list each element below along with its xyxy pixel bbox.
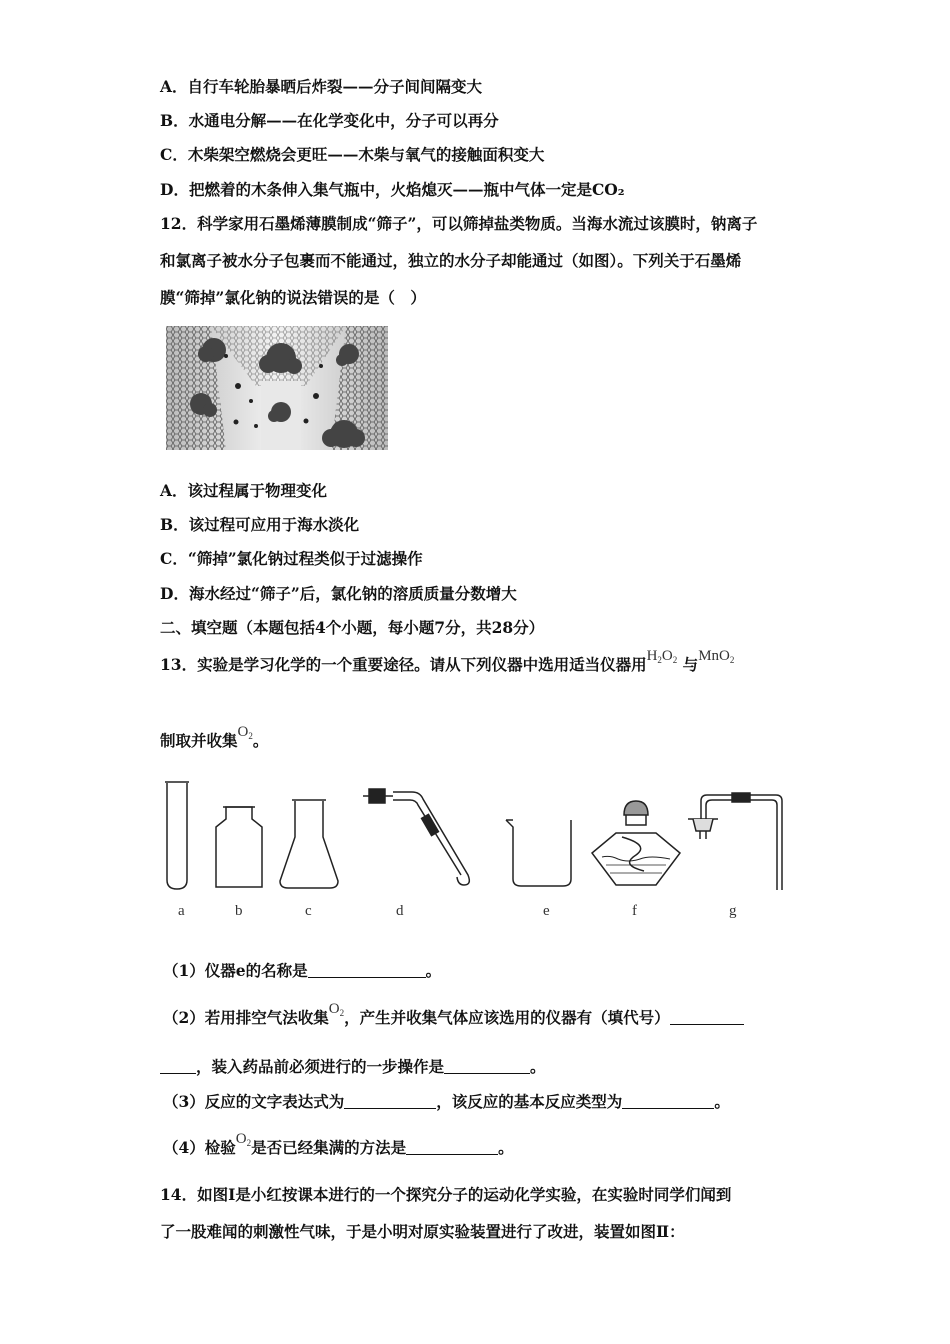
conical-flask-icon bbox=[280, 800, 338, 888]
answer-blank[interactable] bbox=[444, 1059, 530, 1074]
answer-blank[interactable] bbox=[406, 1140, 498, 1155]
q12-option-d: D．海水经过“筛子”后，氯化钠的溶质质量分数增大 bbox=[160, 584, 517, 603]
beaker-icon bbox=[506, 820, 571, 886]
graphene-filter-image bbox=[166, 326, 388, 450]
q13-part2-cont: ，装入药品前必须进行的一步操作是 。 bbox=[160, 1057, 546, 1077]
stopper-tube-icon bbox=[363, 789, 469, 885]
q11-option-a: A．自行车轮胎暴晒后炸裂——分子间间隔变大 bbox=[160, 77, 483, 96]
q11-option-b: B．水通电分解——在化学变化中，分子可以再分 bbox=[160, 111, 499, 130]
formula-h2o2: $H_2O_2$ bbox=[646, 648, 678, 665]
alcohol-lamp-icon bbox=[592, 801, 680, 885]
answer-blank[interactable] bbox=[670, 1010, 744, 1025]
q12-option-b: B．该过程可应用于海水淡化 bbox=[160, 515, 360, 534]
q11-option-c: C．木柴架空燃烧会更旺——木柴与氧气的接触面积变大 bbox=[160, 145, 545, 164]
formula-o2: $O_2$ bbox=[235, 1131, 252, 1148]
q13-intro2: 制取并收集$O_2$。 bbox=[160, 724, 269, 750]
answer-blank[interactable] bbox=[622, 1094, 714, 1109]
q11-option-d: D．把燃着的木条伸入集气瓶中，火焰熄灭——瓶中气体一定是CO₂ bbox=[160, 180, 625, 199]
q12-option-c: C．“筛掉”氯化钠过程类似于过滤操作 bbox=[160, 549, 423, 568]
q14-stem-line1: 14．如图Ⅰ是小红按课本进行的一个探究分子的运动化学实验，在实验时同学们闻到 bbox=[160, 1185, 732, 1204]
apparatus-drawings bbox=[150, 775, 800, 900]
answer-blank[interactable] bbox=[308, 963, 426, 978]
q14-stem-line2: 了一股难闻的刺激性气味，于是小明对原实验装置进行了改进，装置如图Ⅱ： bbox=[160, 1222, 685, 1241]
apparatus-label-c: c bbox=[305, 903, 312, 919]
section-heading: 二、填空题（本题包括4个小题，每小题7分，共28分） bbox=[160, 618, 545, 637]
q12-option-a: A．该过程属于物理变化 bbox=[160, 481, 328, 500]
formula-o2: $O_2$ bbox=[328, 1001, 345, 1018]
apparatus-label-g: g bbox=[729, 903, 737, 919]
delivery-tube-icon bbox=[688, 793, 782, 890]
q13-part3: （3）反应的文字表达式为 ，该反应的基本反应类型为 。 bbox=[163, 1092, 730, 1111]
q13-part1: （1）仪器e的名称是 。 bbox=[163, 961, 442, 980]
apparatus-label-b: b bbox=[235, 903, 243, 919]
q13-part4: （4）检验$O_2$是否已经集满的方法是 。 bbox=[163, 1131, 514, 1157]
formula-mno2: MnO$_2$ bbox=[698, 648, 735, 665]
test-tube-icon bbox=[165, 782, 189, 889]
q12-stem-line3: 膜“筛掉”氯化钠的说法错误的是（ ） bbox=[160, 288, 426, 307]
answer-blank[interactable] bbox=[344, 1094, 436, 1109]
gas-collection-bottle-icon bbox=[216, 807, 262, 887]
apparatus-label-d: d bbox=[396, 903, 404, 919]
q12-stem-line2: 和氯离子被水分子包裹而不能通过，独立的水分子却能通过（如图）。下列关于石墨烯 bbox=[160, 251, 742, 270]
q13-part2: （2）若用排空气法收集$O_2$，产生并收集气体应该选用的仪器有（填代号） bbox=[163, 1008, 744, 1033]
answer-blank[interactable] bbox=[160, 1059, 196, 1074]
apparatus-label-f: f bbox=[632, 903, 637, 919]
formula-o2: $O_2$ bbox=[237, 724, 253, 741]
apparatus-label-a: a bbox=[178, 903, 185, 919]
q13-intro: 13．实验是学习化学的一个重要途径。请从下列仪器中选用适当仪器用$H_2O_2$ 与MnO$_2$ bbox=[160, 648, 735, 674]
apparatus-label-e: e bbox=[543, 903, 550, 919]
q12-stem-line1: 12．科学家用石墨烯薄膜制成“筛子”，可以筛掉盐类物质。当海水流过该膜时，钠离子 bbox=[160, 214, 758, 233]
